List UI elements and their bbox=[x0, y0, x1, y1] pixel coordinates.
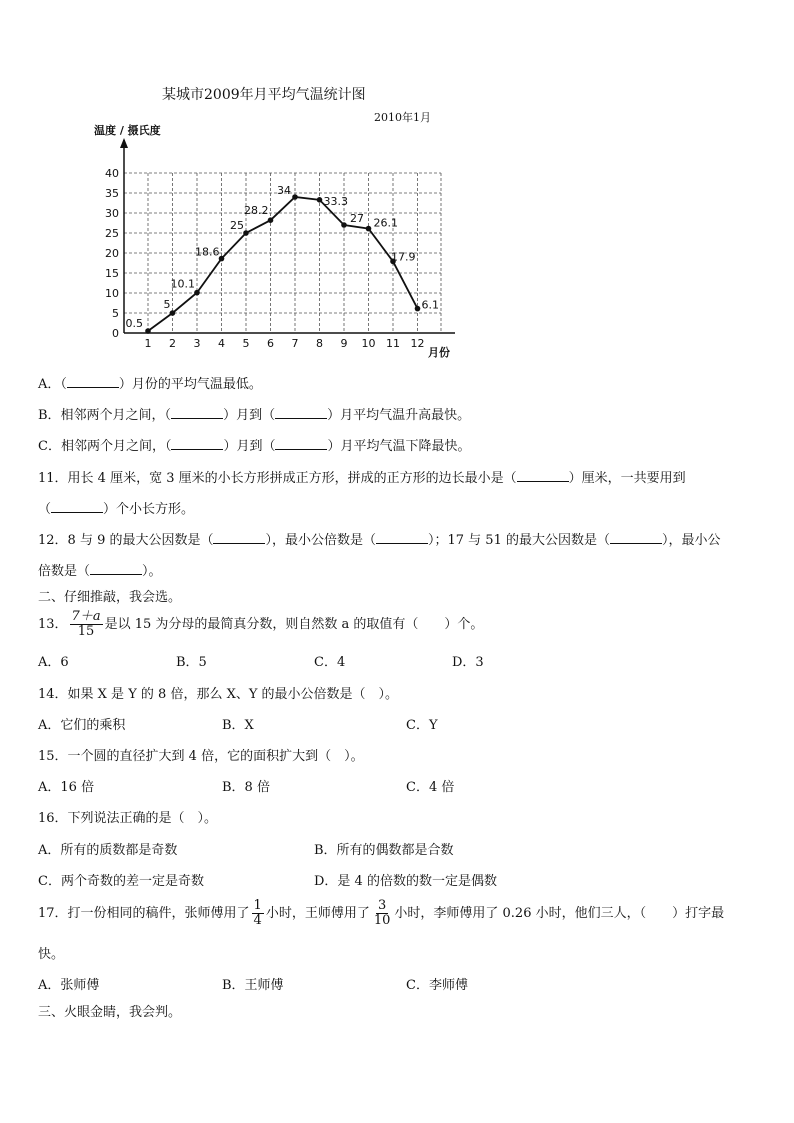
x-tick-label: 6 bbox=[267, 337, 274, 350]
q13-fraction bbox=[70, 610, 103, 639]
q16-option-c[interactable]: C．两个奇数的差一定是奇数 bbox=[38, 874, 204, 889]
q13-text: 是以 15 为分母的最简真分数，则自然数 a 的取值有（ ）个。 bbox=[104, 616, 484, 632]
q17-text-1: 17．打一份相同的稿件，张师傅用了 bbox=[38, 905, 250, 921]
q10-b-text-post: ）月平均气温升高最快。 bbox=[327, 408, 471, 423]
data-point bbox=[194, 290, 200, 296]
q17-fraction-2 bbox=[372, 899, 393, 928]
q13-option-c[interactable]: C．4 bbox=[314, 655, 346, 670]
q17-text-2: 小时，王师傅用了 bbox=[265, 905, 370, 921]
q15-stem: 15．一个圆的直径扩大到 4 倍，它的面积扩大到（ ）。 bbox=[38, 749, 364, 764]
data-label: 0.5 bbox=[125, 317, 143, 330]
q12-text-5: 倍数是（ bbox=[38, 564, 91, 579]
q10-option-b bbox=[38, 406, 470, 424]
q12-text-6: ）。 bbox=[142, 564, 162, 579]
q14-option-a[interactable]: A．它们的乘积 bbox=[38, 718, 126, 733]
y-tick-label: 15 bbox=[105, 267, 119, 280]
q11-line-1 bbox=[38, 469, 686, 487]
q15-option-c[interactable]: C．4 倍 bbox=[406, 780, 455, 795]
q16-stem: 16．下列说法正确的是（ ）。 bbox=[38, 811, 218, 826]
q10-b-blank-2[interactable] bbox=[275, 406, 327, 419]
x-tick-label: 1 bbox=[144, 337, 152, 350]
q13-option-a[interactable]: A．6 bbox=[38, 655, 69, 670]
x-tick-label: 10 bbox=[361, 337, 376, 350]
data-label: 17.9 bbox=[391, 250, 416, 264]
data-label: 27 bbox=[350, 212, 364, 225]
q14-stem: 14．如果 X 是 Y 的 8 倍，那么 X、Y 的最小公倍数是（ ）。 bbox=[38, 687, 399, 702]
chart-subtitle: 2010年1月 bbox=[374, 111, 431, 124]
q10-c-text-mid: ）月到（ bbox=[223, 439, 276, 454]
q15-option-b[interactable]: B．8 倍 bbox=[222, 780, 270, 795]
data-point bbox=[145, 328, 151, 334]
q12-line-1 bbox=[38, 531, 721, 549]
y-tick-label: 5 bbox=[112, 307, 119, 320]
q12-text-1: 12．8 与 9 的最大公因数是（ bbox=[38, 533, 214, 548]
q12-blank-4[interactable] bbox=[90, 562, 142, 575]
q10-b-text-pre: B．相邻两个月之间，（ bbox=[38, 408, 172, 423]
data-point bbox=[219, 256, 225, 262]
q17-fraction-1-denominator: 4 bbox=[253, 913, 262, 928]
q17-option-a[interactable]: A．张师傅 bbox=[38, 978, 100, 993]
q10-a-text-pre: A．（ bbox=[38, 377, 67, 392]
x-tick-label: 8 bbox=[316, 337, 323, 350]
q17-text-3: 小时，李师傅用了 0.26 小时，他们三人，（ ）打字最 bbox=[394, 905, 725, 921]
q11-line-2 bbox=[38, 500, 194, 518]
q10-c-blank-1[interactable] bbox=[171, 437, 223, 450]
x-tick-label: 7 bbox=[291, 337, 299, 350]
q13-number: 13． bbox=[38, 616, 68, 632]
q14-option-b[interactable]: B．X bbox=[222, 718, 254, 733]
x-tick-label: 4 bbox=[218, 337, 225, 350]
y-tick-label: 25 bbox=[105, 227, 119, 240]
data-point bbox=[268, 217, 274, 223]
q13-option-d[interactable]: D．3 bbox=[452, 655, 484, 670]
q12-text-4: ），最小公 bbox=[661, 533, 721, 548]
q12-blank-3[interactable] bbox=[610, 531, 662, 544]
data-label: 26.1 bbox=[373, 216, 398, 230]
chart-title: 某城市2009年月平均气温统计图 bbox=[162, 87, 366, 103]
q17-fraction-2-denominator: 10 bbox=[373, 913, 391, 928]
data-point bbox=[341, 222, 347, 228]
x-axis-label: 月份 bbox=[428, 346, 450, 359]
x-tick-label: 12 bbox=[410, 337, 425, 350]
q17-fraction-1 bbox=[252, 899, 264, 928]
q12-blank-1[interactable] bbox=[213, 531, 265, 544]
data-point bbox=[317, 197, 323, 203]
q10-c-text-post: ）月平均气温下降最快。 bbox=[327, 439, 471, 454]
q10-c-blank-2[interactable] bbox=[275, 437, 327, 450]
data-label: 10.1 bbox=[170, 277, 195, 291]
data-label: 5 bbox=[163, 298, 171, 311]
q14-option-c[interactable]: C．Y bbox=[406, 718, 438, 733]
x-tick-label: 5 bbox=[242, 337, 250, 350]
q17-fraction-1-numerator: 1 bbox=[253, 898, 262, 913]
q15-option-a[interactable]: A．16 倍 bbox=[38, 780, 95, 795]
section-3-heading: 三、火眼金睛，我会判。 bbox=[38, 1005, 182, 1020]
data-point bbox=[366, 226, 372, 232]
data-label: 25 bbox=[230, 219, 244, 232]
data-label: 18.6 bbox=[195, 245, 220, 259]
q16-option-b[interactable]: B．所有的偶数都是合数 bbox=[314, 843, 454, 858]
data-label: 6.1 bbox=[421, 298, 439, 312]
q13-stem bbox=[38, 610, 483, 639]
q10-b-blank-1[interactable] bbox=[171, 406, 223, 419]
y-axis-arrow bbox=[120, 138, 128, 148]
q16-option-d[interactable]: D．是 4 的倍数的数一定是偶数 bbox=[314, 874, 497, 889]
q17-option-b[interactable]: B．王师傅 bbox=[222, 978, 284, 993]
q12-line-2 bbox=[38, 562, 162, 580]
section-2-heading: 二、仔细推敲，我会选。 bbox=[38, 590, 182, 605]
q16-option-a[interactable]: A．所有的质数都是奇数 bbox=[38, 843, 178, 858]
y-tick-label: 40 bbox=[105, 167, 119, 180]
q10-a-blank[interactable] bbox=[67, 375, 119, 388]
q13-option-b[interactable]: B．5 bbox=[176, 655, 207, 670]
q11-blank-2[interactable] bbox=[51, 500, 103, 513]
y-tick-label: 20 bbox=[105, 247, 119, 260]
data-point bbox=[415, 306, 421, 312]
q12-text-3: ）；17 与 51 的最大公因数是（ bbox=[428, 533, 610, 548]
q11-text-2: ）厘米，一共要用到 bbox=[568, 471, 686, 486]
data-label: 33.3 bbox=[323, 194, 348, 208]
x-tick-label: 9 bbox=[340, 337, 348, 350]
x-tick-label: 2 bbox=[169, 337, 176, 350]
data-label: 28.2 bbox=[244, 204, 269, 218]
q10-option-a bbox=[38, 375, 262, 393]
y-tick-label: 30 bbox=[105, 207, 119, 220]
q10-option-c bbox=[38, 437, 470, 455]
data-point bbox=[292, 194, 298, 200]
q10-a-text-post: ）月份的平均气温最低。 bbox=[118, 377, 262, 392]
q11-blank-1[interactable] bbox=[517, 469, 569, 482]
y-tick-label: 0 bbox=[112, 327, 119, 340]
q11-text-4: ）个小长方形。 bbox=[103, 502, 195, 517]
x-tick-label: 11 bbox=[386, 337, 400, 350]
q12-blank-2[interactable] bbox=[376, 531, 428, 544]
q10-c-text-pre: C．相邻两个月之间，（ bbox=[38, 439, 172, 454]
x-tick-label: 3 bbox=[193, 337, 201, 350]
q17-stem bbox=[38, 899, 724, 928]
temperature-line-chart bbox=[80, 78, 460, 368]
data-point bbox=[243, 230, 249, 236]
q10-b-text-mid: ）月到（ bbox=[223, 408, 276, 423]
y-axis-label: 温度 / 摄氏度 bbox=[94, 124, 161, 137]
q17-option-c[interactable]: C．李师傅 bbox=[406, 978, 468, 993]
y-tick-label: 10 bbox=[105, 287, 119, 300]
data-label: 34 bbox=[277, 184, 291, 197]
q11-text-3: （ bbox=[38, 502, 52, 517]
data-point bbox=[170, 310, 176, 316]
q11-text-1: 11．用长 4 厘米，宽 3 厘米的小长方形拼成正方形，拼成的正方形的边长最小是（ bbox=[38, 471, 517, 486]
q17-line-2: 快。 bbox=[38, 947, 65, 962]
y-tick-label: 35 bbox=[105, 187, 119, 200]
q13-fraction-denominator: 15 bbox=[77, 624, 95, 639]
q13-fraction-numerator: 7＋a bbox=[71, 609, 101, 624]
q17-fraction-2-numerator: 3 bbox=[377, 898, 387, 913]
q12-text-2: ），最小公倍数是（ bbox=[265, 533, 376, 548]
